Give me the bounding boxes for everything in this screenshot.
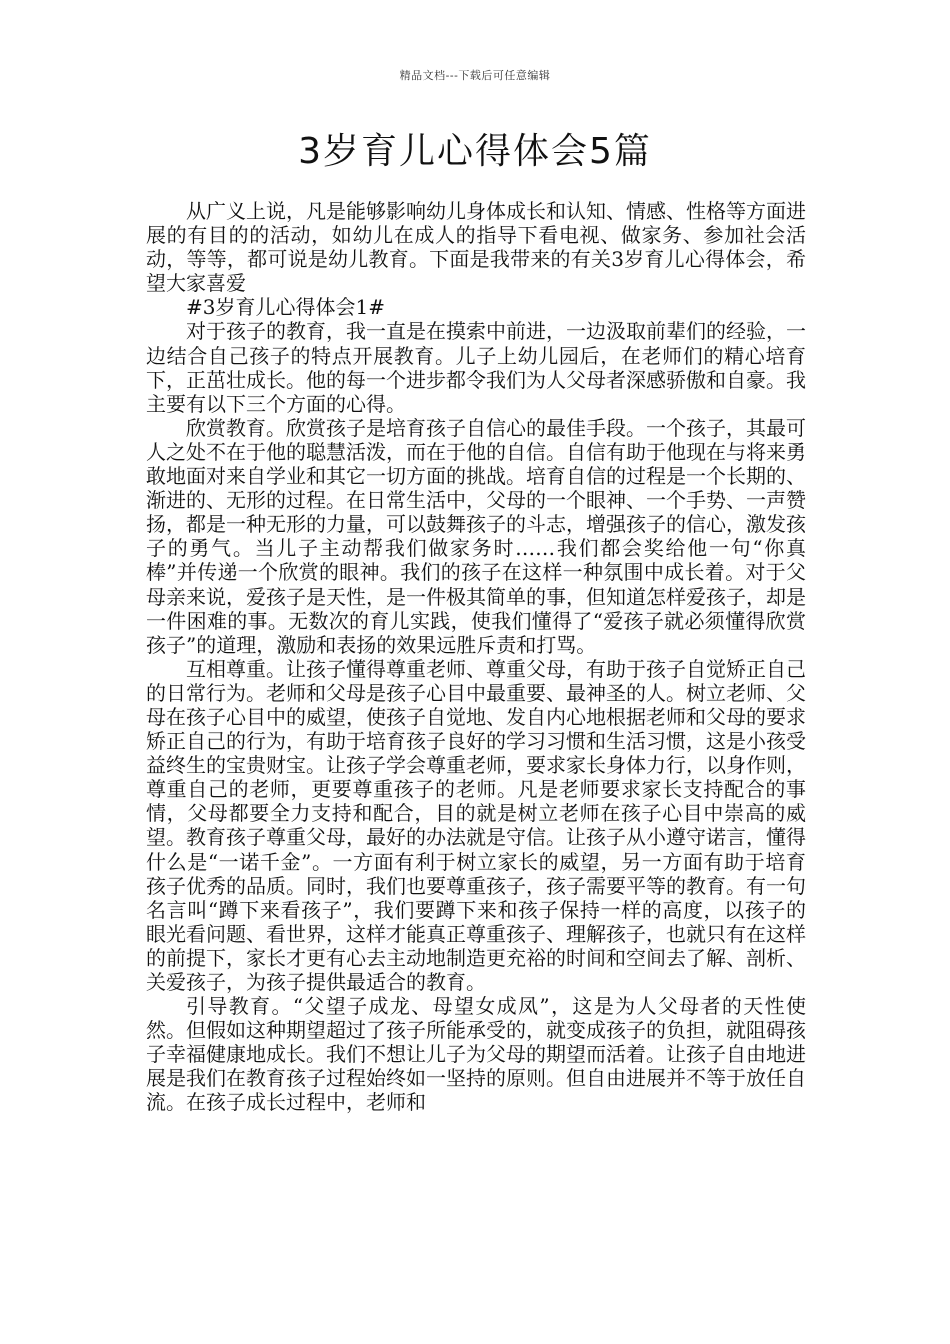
intro-paragraph: 从广义上说，凡是能够影响幼儿身体成长和认知、情感、性格等方面进展的有目的的活动，如幼儿在成人的指导下看电视、做家务、参加社会活动，等等，都可说是幼儿教育。下面是我带来的有关3岁育儿心得体会，希望大家喜爱: [146, 199, 806, 296]
header-note: 精品文档---下载后可任意编辑: [399, 69, 551, 82]
body-paragraph: 对于孩子的教育，我一直是在摸索中前进，一边汲取前辈们的经验，一边结合自己孩子的特点开展教育。儿子上幼儿园后，在老师们的精心培育下，正茁壮成长。他的每一个进步都令我们为人父母者深感骄傲和自豪。我主要有以下三个方面的心得。: [146, 319, 806, 416]
document-body: [146, 199, 806, 1115]
body-paragraph: 引导教育。“父望子成龙、母望女成凤”，这是为人父母者的天性使然。但假如这种期望超过了孩子所能承受的，就变成孩子的负担，就阻碍孩子幸福健康地成长。我们不想让儿子为父母的期望而活着。让孩子自由地进展是我们在教育孩子过程始终如一坚持的原则。但自由进展并不等于放任自流。在孩子成长过程中，老师和: [146, 994, 806, 1115]
section-heading: #3岁育儿心得体会1#: [186, 295, 385, 320]
body-paragraph: 欣赏教育。欣赏孩子是培育孩子自信心的最佳手段。一个孩子，其最可人之处不在于他的聪慧活泼，而在于他的自信。自信有助于他现在与将来勇敢地面对来自学业和其它一切方面的挑战。培育自信的过程是一个长期的、渐进的、无形的过程。在日常生活中，父母的一个眼神、一个手势、一声赞扬，都是一种无形的力量，可以鼓舞孩子的斗志，增强孩子的信心，激发孩子的勇气。当儿子主动帮我们做家务时……我们都会奖给他一句“你真棒”并传递一个欣赏的眼神。我们的孩子在这样一种氛围中成长着。对于父母亲来说，爱孩子是天性，是一件极其简单的事，但知道怎样爱孩子，却是一件困难的事。无数次的育儿实践，使我们懂得了“爱孩子就必须懂得欣赏孩子”的道理，激励和表扬的效果远胜斥责和打骂。: [146, 415, 806, 657]
body-paragraph: 互相尊重。让孩子懂得尊重老师、尊重父母，有助于孩子自觉矫正自己的日常行为。老师和父母是孩子心目中最重要、最神圣的人。树立老师、父母在孩子心目中的威望，使孩子自觉地、发自内心地根据老师和父母的要求矫正自己的行为，有助于培育孩子良好的学习习惯和生活习惯，这是小孩受益终生的宝贵财宝。让孩子学会尊重老师，要求家长身体力行，以身作则，尊重自己的老师，更要尊重孩子的老师。凡是老师要求家长支持配合的事情，父母都要全力支持和配合，目的就是树立老师在孩子心目中崇高的威望。教育孩子尊重父母，最好的办法就是守信。让孩子从小遵守诺言，懂得什么是“一诺千金”。一方面有利于树立家长的威望，另一方面有助于培育孩子优秀的品质。同时，我们也要尊重孩子，孩子需要平等的教育。有一句名言叫“蹲下来看孩子”，我们要蹲下来和孩子保持一样的高度，以孩子的眼光看问题、看世界，这样才能真正尊重孩子、理解孩子，也就只有在这样的前提下，家长才更有心去主动地制造更充裕的时间和空间去了解、剖析、关爱孩子，为孩子提供最适合的教育。: [146, 656, 806, 994]
document-title: 3岁育儿心得体会5篇: [298, 131, 652, 172]
